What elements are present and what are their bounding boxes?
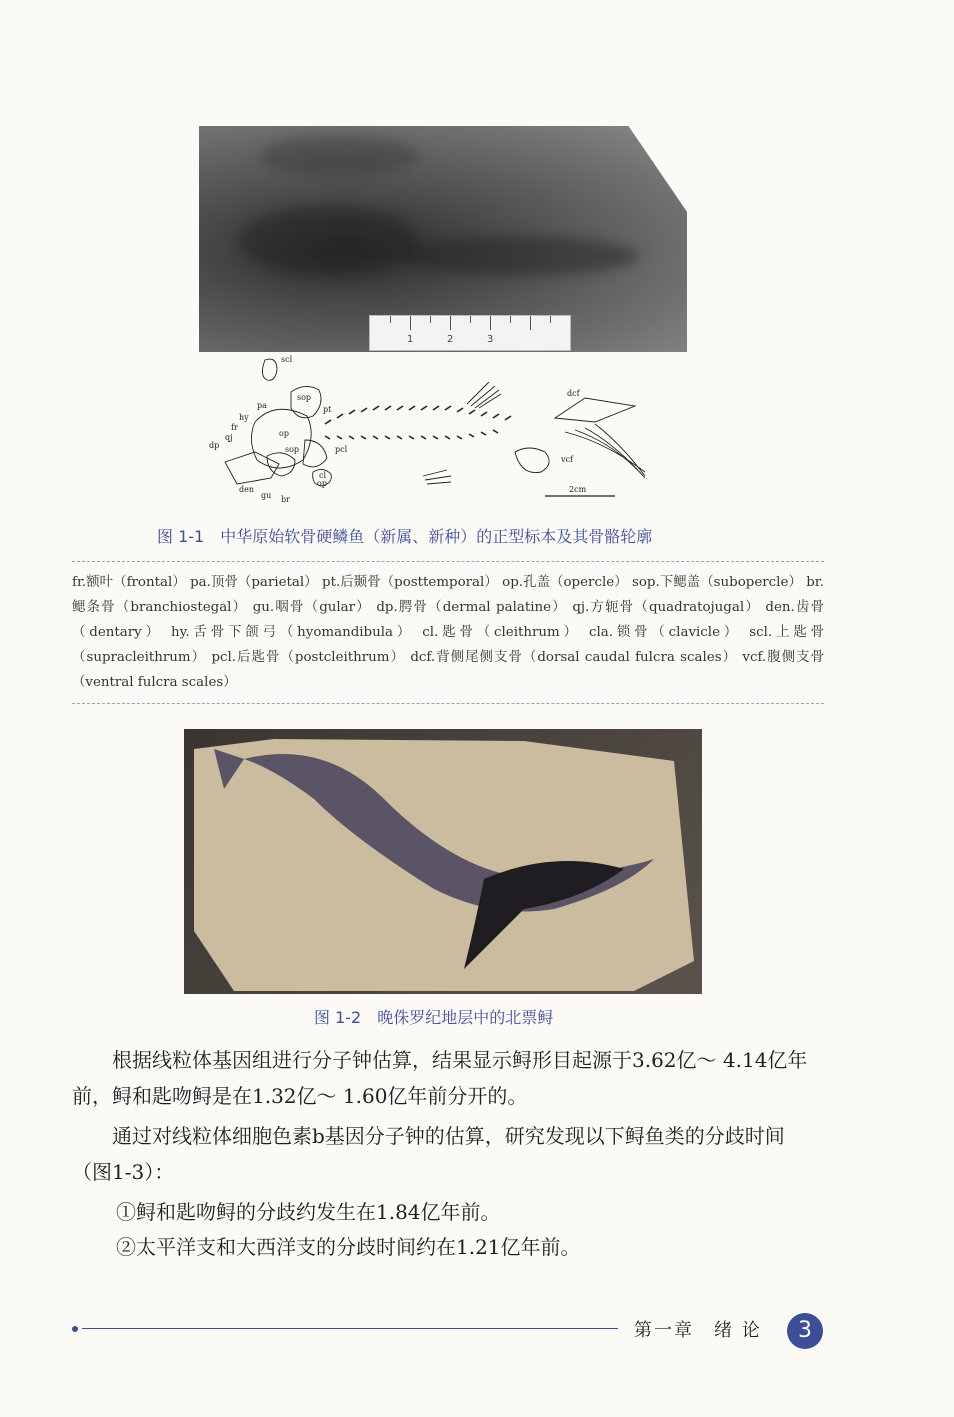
label-vcf: vcf <box>561 455 573 464</box>
label-pcl: pcl <box>335 445 348 454</box>
label-dp: dp <box>209 441 220 450</box>
chapter-label: 第一章 绪 论 <box>634 1320 762 1341</box>
label-pt: pt <box>323 405 332 414</box>
label-op-lower: op <box>317 479 327 488</box>
label-sop-top: sop <box>297 393 312 402</box>
label-fr: fr <box>231 423 238 432</box>
label-qj: qj <box>225 433 233 442</box>
figure-1-1-legend: fr.额叶（frontal） pa.顶骨（parietal） pt.后颞骨（posttemporal） op.孔盖（opercle） sop.下鳃盖（subopercle） br.鳃条骨（branchiostegal） gu.咽骨（gular） dp.腭骨（dermal palatine） qj.方轭骨（quadratojugal） den.齿骨（dentary） hy.舌骨下颌弓（hyomandibula） cl.匙骨（cleithrum） cla.锁骨（clavicle） scl.上匙骨（supracleithrum） pcl.后匙骨（postcleithrum） dcf.背侧尾侧支骨（dorsal caudal fulcra scales） vcf.腹侧支骨（ventral fulcra scales） <box>72 575 824 690</box>
label-cl: cl <box>319 471 327 480</box>
page-number: 3 <box>787 1313 823 1349</box>
label-den: den <box>239 485 255 494</box>
ruler-label-1: 1 <box>407 334 414 345</box>
scale-ruler <box>369 315 571 351</box>
label-scl: scl <box>281 355 293 364</box>
footer-rule <box>82 1328 618 1329</box>
beipiaosteus-fossil-photo <box>184 729 702 994</box>
label-op: op <box>279 429 289 438</box>
legend-rule-bottom <box>72 703 824 704</box>
paragraph-2: 通过对线粒体细胞色素b基因分子钟的估算，研究发现以下鲟鱼类的分歧时间（图1-3）： <box>72 1124 785 1184</box>
footer-dot <box>72 1326 78 1332</box>
label-dcf: dcf <box>567 389 580 398</box>
skeleton-outline-drawing <box>205 352 675 507</box>
label-sop: sop <box>285 445 300 454</box>
label-pa: pa <box>257 401 267 410</box>
legend-rule-top <box>72 561 824 562</box>
list-item-2: ②太平洋支和大西洋支的分歧时间约在1.21亿年前。 <box>116 1235 581 1259</box>
figure-1-1-caption: 图 1-1 中华原始软骨硬鳞鱼（新属、新种）的正型标本及其骨骼轮廓 <box>157 527 653 546</box>
label-br: br <box>281 495 290 504</box>
paragraph-1: 根据线粒体基因组进行分子钟估算，结果显示鲟形目起源于3.62亿～ 4.14亿年前，鲟和匙吻鲟是在1.32亿～ 1.60亿年前分开的。 <box>72 1048 808 1108</box>
ruler-label-2: 2 <box>447 334 454 345</box>
scale-bar-label: 2cm <box>569 485 587 494</box>
list-item-1: ①鲟和匙吻鲟的分歧约发生在1.84亿年前。 <box>116 1200 501 1224</box>
label-gu: gu <box>261 491 272 500</box>
label-hy: hy <box>239 413 249 422</box>
figure-1-2-caption: 图 1-2 晚侏罗纪地层中的北票鲟 <box>314 1008 554 1027</box>
ruler-label-3: 3 <box>487 334 494 345</box>
